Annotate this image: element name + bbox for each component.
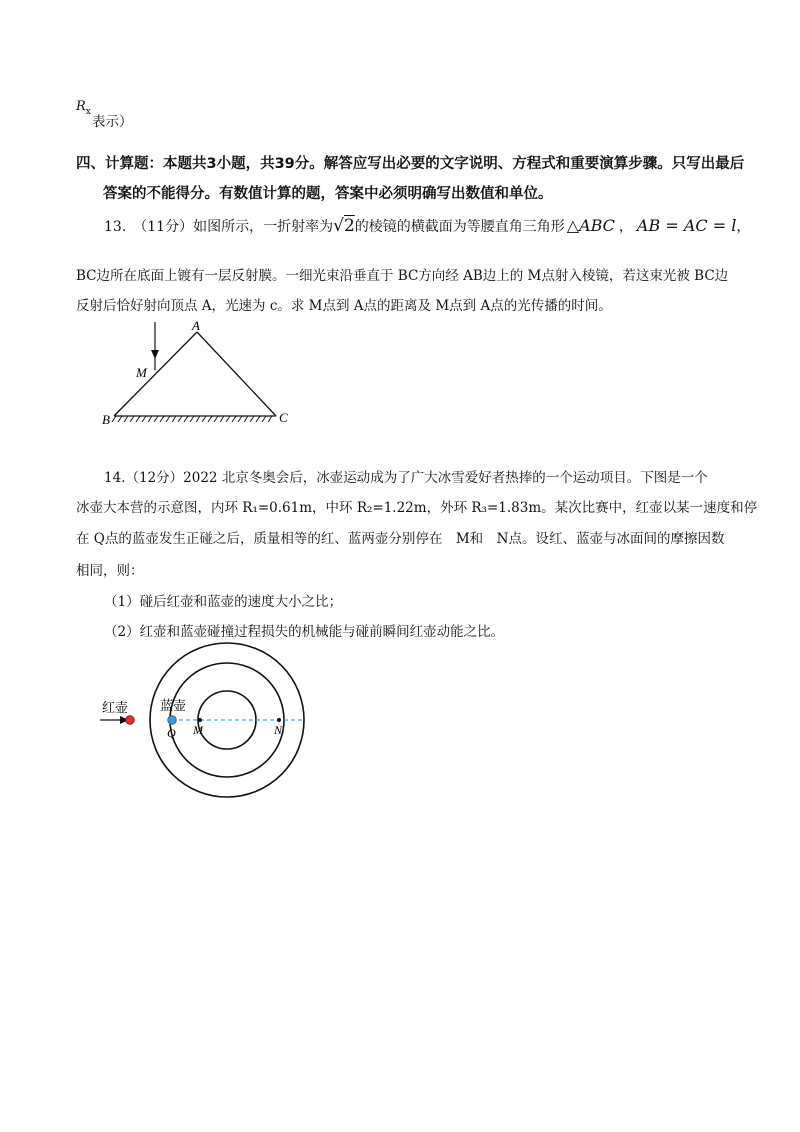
- inner-ring: [198, 691, 256, 749]
- point-n: [277, 718, 281, 722]
- label-red-stone: 红壶: [102, 700, 129, 715]
- q13-sep: ，: [618, 219, 633, 235]
- prev-tail-var: R: [76, 99, 86, 114]
- q13-head-b: 的棱镜的横截面为等腰直角三角形: [354, 219, 565, 235]
- label-m: M: [193, 723, 203, 737]
- prism-edge-ac: [197, 332, 276, 416]
- q13-prism-figure: [98, 318, 298, 430]
- q13-header: [104, 216, 750, 236]
- red-stone: [126, 716, 135, 725]
- prism-label-m: M: [136, 365, 147, 380]
- q14-line3: 在 Q点的蓝壶发生正碰之后，质量相等的红、蓝两壶分别停在 M和 N点。设红、蓝壶与冰面间的摩擦因数: [76, 531, 725, 547]
- label-blue-stone: 蓝壶: [160, 698, 187, 713]
- prism-label-a: A: [192, 318, 200, 333]
- light-ray-arrowhead: [151, 350, 159, 359]
- q14-line4: 相同，则：: [76, 563, 144, 579]
- q14-line1: 14.（12分）2022 北京冬奥会后，冰壶运动成为了广大冰雪爱好者热捧的一个运动项目。下图是一个: [104, 470, 708, 486]
- prev-tail-sub: x: [85, 106, 91, 117]
- section4-line2: 答案的不能得分。有数值计算的题，答案中必须明确写出数值和单位。: [103, 186, 553, 202]
- q13-line3: 反射后恰好射向顶点 A，光速为 c。求 M点到 A点的距离及 M点到 A点的光传播的时间。: [76, 298, 612, 314]
- section4-line1: 四、计算题：本题共3小题，共39分。解答应写出必要的文字说明、方程式和重要演算步骤。只写出最后: [76, 156, 745, 172]
- blue-stone: [168, 716, 177, 725]
- q13-line2: BC边所在底面上镀有一层反射膜。一细光束沿垂直于 BC方向经 AB边上的 M点射入棱镜，若这束光被 BC边: [76, 268, 729, 284]
- q13-end: ，: [736, 219, 751, 235]
- reflective-hatch: [112, 416, 272, 422]
- label-q: Q: [167, 726, 176, 740]
- prism-label-b: B: [102, 412, 110, 427]
- q13-head-a: 13. （11分）如图所示，一折射率为: [104, 219, 334, 235]
- q13-sqrt: √2: [333, 216, 355, 236]
- q14-sub2: （2）红壶和蓝壶碰撞过程损失的机械能与碰前瞬间红壶动能之比。: [104, 624, 505, 640]
- label-n: N: [274, 723, 283, 737]
- q14-sub1: （1）碰后红壶和蓝壶的速度大小之比；: [104, 594, 343, 610]
- prism-label-c: C: [279, 410, 288, 425]
- prev-question-tail: [76, 98, 91, 117]
- prev-tail-text: 表示）: [92, 114, 133, 130]
- q13-equation: AB = AC = l: [636, 216, 737, 235]
- q13-triangle: △ABC: [566, 216, 615, 235]
- q14-curling-figure: [96, 640, 312, 810]
- q14-line2: 冰壶大本营的示意图，内环 R₁=0.61m，中环 R₂=1.22m，外环 R₃=1.83m。某次比赛中，红壶以某一速度和停: [76, 500, 758, 516]
- point-m: [198, 718, 202, 722]
